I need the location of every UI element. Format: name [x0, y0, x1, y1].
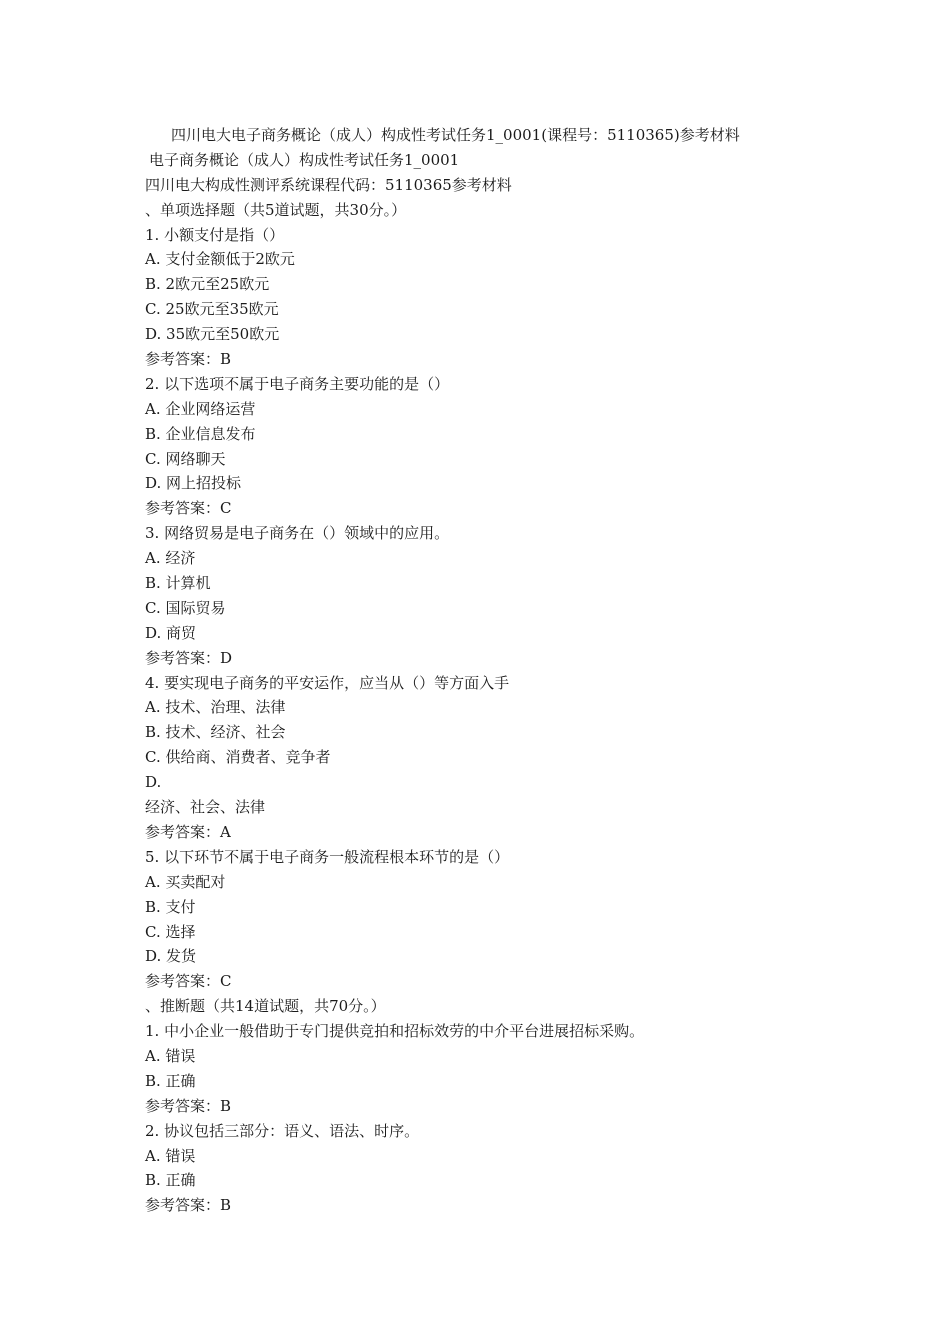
question-option: C. 网络聊天 — [145, 449, 226, 468]
section-heading: 、推断题（共14道试题，共70分。） — [145, 997, 386, 1016]
question-stem: 2. 以下选项不属于电子商务主要功能的是（） — [145, 374, 450, 393]
question-option: D. 网上招投标 — [145, 474, 242, 493]
question-option: D. 商贸 — [145, 623, 197, 642]
question-option: A. 技术、治理、法律 — [145, 698, 286, 717]
question-option: B. 支付 — [145, 897, 196, 916]
document-source: 四川电大构成性测评系统课程代码：5110365参考材料 — [145, 175, 512, 194]
question-stem: 3. 网络贸易是电子商务在（）领域中的应用。 — [145, 524, 450, 543]
question-answer: 参考答案：C — [145, 499, 232, 518]
question-option: A. 支付金额低于2欧元 — [145, 250, 295, 269]
question-option: B. 技术、经济、社会 — [145, 723, 286, 742]
question-stem: 1. 中小企业一般借助于专门提供竞拍和招标效劳的中介平台进展招标采购。 — [145, 1022, 645, 1041]
question-option: B. 正确 — [145, 1171, 196, 1190]
question-item — [145, 521, 845, 670]
question-option: B. 计算机 — [145, 574, 211, 593]
question-option: A. 买卖配对 — [145, 872, 226, 891]
question-item — [145, 845, 845, 994]
question-option: D. — [145, 773, 162, 792]
question-stem: 2. 协议包括三部分：语义、语法、时序。 — [145, 1121, 420, 1140]
question-answer: 参考答案：B — [145, 1096, 232, 1115]
section-true-false — [145, 994, 845, 1218]
question-option: D. 35欧元至50欧元 — [145, 325, 280, 344]
question-item — [145, 1119, 845, 1219]
question-stem: 5. 以下环节不属于电子商务一般流程根本环节的是（） — [145, 847, 510, 866]
question-option: D. 发货 — [145, 947, 197, 966]
question-option: B. 正确 — [145, 1071, 196, 1090]
question-option: C. 国际贸易 — [145, 598, 226, 617]
question-answer: 参考答案：D — [145, 648, 233, 667]
question-option: C. 供给商、消费者、竞争者 — [145, 748, 331, 767]
question-option: A. 错误 — [145, 1146, 196, 1165]
question-item — [145, 372, 845, 521]
question-item — [145, 671, 845, 845]
question-option: A. 错误 — [145, 1046, 196, 1065]
section-heading: 、单项选择题（共5道试题，共30分。） — [145, 200, 407, 219]
question-option: C. 25欧元至35欧元 — [145, 300, 279, 319]
question-answer: 参考答案：A — [145, 822, 231, 841]
question-answer: 参考答案：B — [145, 1196, 232, 1215]
question-option: 经济、社会、法律 — [145, 798, 266, 817]
question-option: B. 企业信息发布 — [145, 424, 256, 443]
question-stem: 4. 要实现电子商务的平安运作，应当从（）等方面入手 — [145, 673, 510, 692]
question-answer: 参考答案：C — [145, 972, 232, 991]
question-answer: 参考答案：B — [145, 350, 232, 369]
section-single-choice — [145, 198, 845, 995]
document-body — [145, 123, 845, 1218]
document-title: 四川电大电子商务概论（成人）构成性考试任务1_0001(课程号：5110365)参考材料 — [171, 126, 740, 144]
question-item — [145, 223, 845, 372]
question-option: A. 企业网络运营 — [145, 399, 256, 418]
document-subtitle: 电子商务概论（成人）构成性考试任务1_0001 — [149, 150, 460, 169]
question-option: B. 2欧元至25欧元 — [145, 275, 270, 294]
question-option: C. 选择 — [145, 922, 196, 941]
question-option: A. 经济 — [145, 549, 196, 568]
question-item — [145, 1019, 845, 1119]
question-stem: 1. 小额支付是指（） — [145, 225, 285, 244]
